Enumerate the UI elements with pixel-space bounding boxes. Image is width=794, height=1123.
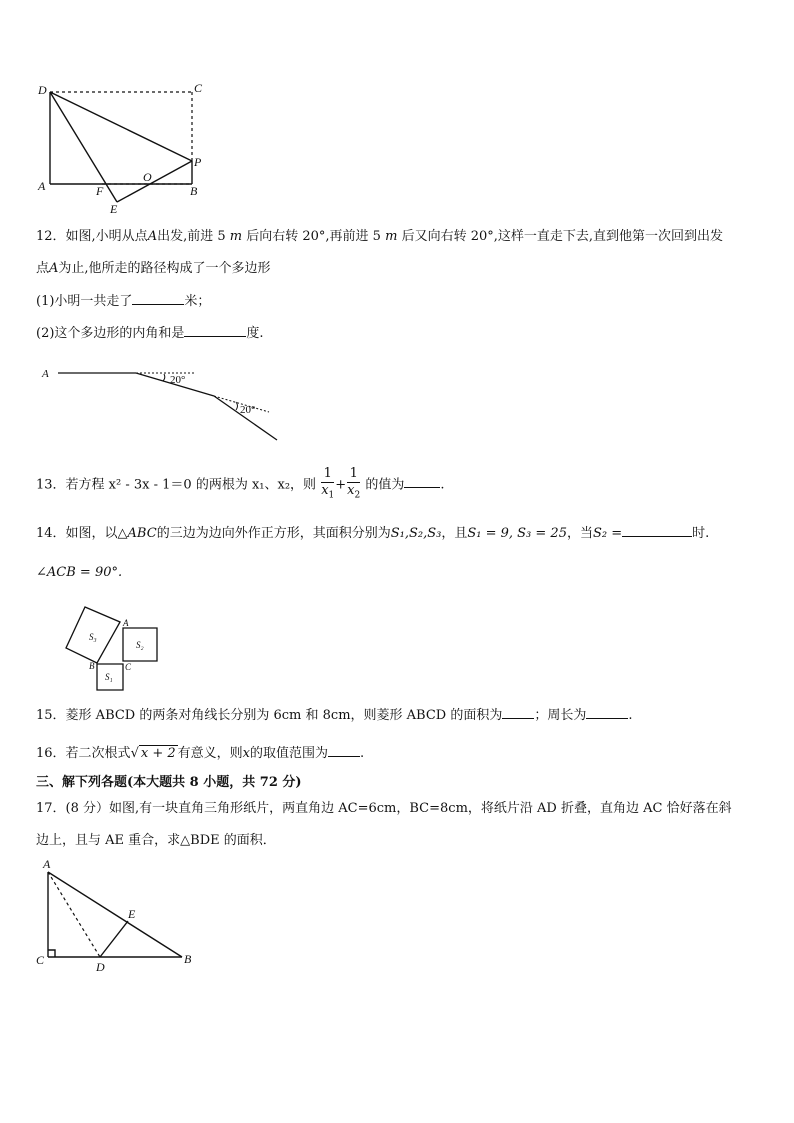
question-number: 16． (36, 746, 66, 761)
label-D: D (38, 83, 47, 97)
label-O: O (143, 170, 152, 184)
point-label: A (147, 229, 158, 244)
answer-blank[interactable] (502, 706, 534, 719)
question-17-line2 (36, 832, 276, 850)
label-A: A (43, 858, 51, 871)
fraction-2 (347, 466, 360, 504)
text: 出发,前进 5 (157, 229, 226, 244)
text: ；周长为 (534, 708, 587, 723)
text: 如图,小明从点 (65, 229, 148, 244)
label-F: F (96, 184, 104, 198)
label-S2: S₂ (136, 640, 144, 650)
text: 时. (692, 526, 710, 541)
angle-label-1: 20° (170, 374, 186, 386)
answer-blank[interactable] (132, 292, 184, 305)
text: 的值为 (365, 477, 405, 493)
label-S3: S₃ (89, 632, 97, 642)
given-values: S₁ = 9, S₃ = 25 (467, 526, 567, 541)
denominator (347, 483, 360, 504)
question-12-sub2 (36, 324, 264, 343)
question-14-line2 (36, 564, 122, 582)
fraction-1 (321, 466, 334, 504)
figure-q12 (36, 362, 286, 447)
answer-blank[interactable] (328, 744, 360, 757)
text: 若方程 x² - 3x - 1＝0 的两根为 x₁、x₂，则 (65, 477, 317, 493)
area-list: S₁,S₂,S₃ (390, 526, 442, 541)
text: (1)小明一共走了 (36, 294, 133, 309)
text: ，当 (566, 526, 593, 541)
label-A: A (42, 368, 49, 380)
text: 边上，且与 AE 重合，求△BDE 的面积． (36, 833, 276, 848)
text: 后向右转 20°,再前进 5 (246, 229, 381, 244)
text: 若二次根式 (65, 746, 131, 761)
point-label: A (49, 261, 59, 276)
text: 的取值范围为 (249, 746, 328, 761)
text: 度. (246, 326, 264, 341)
plus-sign: + (335, 477, 347, 493)
subscript: 1 (328, 490, 335, 501)
question-15 (36, 706, 633, 725)
var: x (242, 746, 250, 761)
unit: m (385, 229, 398, 244)
answer-blank[interactable] (404, 475, 440, 488)
radicand: x + 2 (140, 746, 176, 761)
answer-blank[interactable] (586, 706, 628, 719)
label-C: C (194, 81, 203, 95)
answer-blank[interactable] (184, 324, 246, 337)
answer-blank[interactable] (622, 524, 692, 537)
text: 点 (36, 261, 50, 276)
label-C: C (125, 662, 132, 672)
figure-q14 (55, 604, 170, 694)
section-heading (36, 774, 302, 792)
label-B: B (89, 661, 95, 671)
text: . (628, 708, 633, 723)
question-14-line1 (36, 524, 709, 543)
question-12-sub1 (36, 292, 210, 311)
s2-label: S₂ = (593, 526, 623, 541)
question-17-line1 (36, 800, 732, 818)
label-P: P (194, 155, 202, 169)
var: x (347, 483, 355, 498)
numerator: 1 (321, 466, 334, 483)
question-number: 15． (36, 708, 66, 723)
denominator (321, 483, 334, 504)
label-E: E (110, 202, 118, 216)
question-number: 13． (36, 477, 66, 493)
label-B: B (190, 184, 198, 198)
label-B: B (184, 952, 192, 966)
question-12-line1 (36, 228, 723, 246)
numerator: 1 (347, 466, 360, 483)
text: 米； (184, 294, 211, 309)
var: x (321, 483, 329, 498)
text: 为止,他所走的路径构成了一个多边形 (58, 261, 271, 276)
label-S1: S₁ (105, 672, 113, 682)
figure-q17 (30, 858, 205, 973)
text: 的三边为边向外作正方形，其面积分别为 (156, 526, 391, 541)
label-A: A (123, 618, 129, 628)
label-E: E (128, 907, 136, 921)
heading-text: 三、解下列各题(本大题共 8 小题，共 72 分) (36, 775, 302, 790)
unit: m (229, 229, 243, 244)
question-number: 14． (36, 526, 66, 541)
text: ，且 (441, 526, 468, 541)
question-16 (36, 744, 364, 763)
question-12-line2 (36, 260, 271, 278)
text: 17．(8 分）如图,有一块直角三角形纸片，两直角边 AC=6cm，BC=8cm，将纸片沿 AD 折叠，直角边 AC 恰好落在斜 (36, 801, 732, 816)
text: . (360, 746, 365, 761)
text: 如图，以△ (65, 526, 128, 541)
question-13 (36, 466, 445, 504)
label-C: C (36, 953, 45, 967)
label-A: A (38, 179, 46, 193)
question-number: 12． (36, 229, 66, 244)
triangle-name: ABC (127, 526, 157, 541)
text: 后又向右转 20°,这样一直走下去,直到他第一次回到出发 (401, 229, 724, 244)
text: . (440, 477, 445, 493)
text: 有意义，则 (177, 746, 243, 761)
condition: ∠ACB = 90°. (36, 565, 123, 580)
sqrt-sign: √ (130, 746, 139, 761)
subscript: 2 (354, 490, 361, 501)
text: 菱形 ABCD 的两条对角线长分别为 6cm 和 8cm，则菱形 ABCD 的面积为 (65, 708, 503, 723)
angle-label-2: 20° (240, 404, 256, 416)
label-D: D (96, 960, 105, 973)
figure-q11 (30, 78, 220, 220)
text: (2)这个多边形的内角和是 (36, 326, 185, 341)
